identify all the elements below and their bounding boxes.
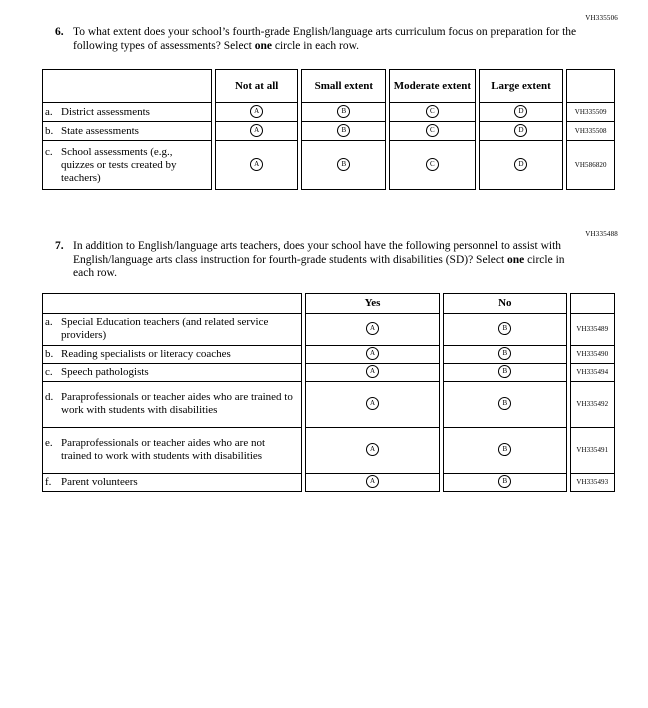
row-label: Paraprofessionals or teacher aides who are trained to work with students with disabilities: [61, 391, 293, 416]
q7-table: [39, 293, 618, 492]
option-cell: [215, 141, 299, 190]
question-7-text-after: circle in each row.: [73, 253, 565, 279]
q6-row-a: [42, 103, 615, 122]
answer-circle[interactable]: A: [366, 443, 379, 456]
option-cell-yes: [305, 382, 440, 428]
row-letter: a.: [45, 105, 53, 118]
option-cell-yes: [305, 364, 440, 382]
row-letter: c.: [45, 365, 53, 378]
row-code: VH335494: [570, 364, 615, 382]
answer-circle[interactable]: B: [498, 443, 511, 456]
row-code: VH335490: [570, 346, 615, 364]
option-cell-no: [443, 474, 567, 492]
option-cell: [215, 122, 299, 141]
row-label: District assessments: [61, 105, 150, 118]
q6-table: [39, 69, 618, 190]
answer-circle[interactable]: C: [426, 124, 439, 137]
question-7: [45, 230, 618, 492]
row-label-cell: [42, 346, 302, 364]
row-code: VH335509: [566, 103, 615, 122]
option-cell-no: [443, 382, 567, 428]
option-cell-no: [443, 346, 567, 364]
q6-row-b: [42, 122, 615, 141]
row-letter: e.: [45, 437, 53, 449]
option-cell: [215, 103, 299, 122]
row-label: Paraprofessionals or teacher aides who are not trained to work with students with disabilities: [61, 437, 266, 462]
q7-header-blank-cell: [42, 293, 302, 314]
q7-row-b: [42, 346, 615, 364]
q7-table-header-row: [42, 293, 615, 314]
row-label-cell: [42, 122, 212, 141]
option-cell-no: [443, 314, 567, 346]
answer-circle[interactable]: B: [498, 322, 511, 335]
row-label-cell: [42, 474, 302, 492]
option-cell-yes: [305, 346, 440, 364]
q6-header-blank-cell: [42, 69, 212, 103]
q6-header-not-at-all: Not at all: [215, 69, 299, 103]
question-6-text: [73, 26, 585, 53]
answer-circle[interactable]: B: [498, 397, 511, 410]
answer-circle[interactable]: B: [498, 365, 511, 378]
row-code: VH335493: [570, 474, 615, 492]
answer-circle[interactable]: B: [337, 105, 350, 118]
question-6: [45, 0, 618, 190]
row-code: VH586820: [566, 141, 615, 190]
row-label-cell: [42, 314, 302, 346]
row-code: VH335489: [570, 314, 615, 346]
answer-circle[interactable]: D: [514, 105, 527, 118]
answer-circle[interactable]: B: [337, 158, 350, 171]
question-6-text-after: circle in each row.: [271, 39, 360, 52]
question-7-number: 7.: [55, 240, 64, 252]
q7-header-code-cell: [570, 293, 615, 314]
q7-row-d: [42, 382, 615, 428]
question-7-header: [55, 240, 618, 281]
question-7-code: VH335488: [585, 230, 618, 238]
row-letter: d.: [45, 391, 54, 403]
option-cell: [479, 103, 564, 122]
question-6-text-before: To what extent does your school’s fourth-grade English/language arts curriculum focus on preparation for the following types of assessments? Select: [73, 26, 577, 52]
q7-row-a: [42, 314, 615, 346]
row-label: State assessments: [61, 124, 139, 137]
option-cell: [389, 141, 475, 190]
row-label-cell: [42, 382, 302, 428]
option-cell: [389, 103, 475, 122]
row-label: Special Education teachers (and related service providers): [61, 316, 269, 341]
row-letter: b.: [45, 347, 54, 360]
answer-circle[interactable]: D: [514, 124, 527, 137]
q6-header-small-extent: Small extent: [301, 69, 386, 103]
q6-row-c: [42, 141, 615, 190]
question-7-text: [73, 240, 585, 281]
option-cell: [301, 141, 386, 190]
q7-row-c: [42, 364, 615, 382]
answer-circle[interactable]: A: [250, 158, 263, 171]
option-cell: [479, 122, 564, 141]
q6-header-moderate-extent: Moderate extent: [389, 69, 475, 103]
row-label-cell: [42, 141, 212, 190]
option-cell-no: [443, 364, 567, 382]
question-6-number: 6.: [55, 26, 64, 38]
option-cell-yes: [305, 314, 440, 346]
row-label: School assessments (e.g., quizzes or tests created by teachers): [61, 145, 177, 184]
answer-circle[interactable]: A: [366, 397, 379, 410]
row-label-cell: [42, 428, 302, 474]
q6-header-code-cell: [566, 69, 615, 103]
answer-circle[interactable]: A: [250, 105, 263, 118]
answer-circle[interactable]: C: [426, 158, 439, 171]
question-6-header: [55, 26, 618, 53]
answer-circle[interactable]: A: [366, 347, 379, 360]
row-label: Parent volunteers: [61, 475, 138, 488]
answer-circle[interactable]: B: [498, 475, 511, 488]
row-letter: b.: [45, 124, 54, 137]
row-label-cell: [42, 103, 212, 122]
answer-circle[interactable]: A: [250, 124, 263, 137]
option-cell-yes: [305, 474, 440, 492]
option-cell: [479, 141, 564, 190]
answer-circle[interactable]: D: [514, 158, 527, 171]
answer-circle[interactable]: A: [366, 322, 379, 335]
row-letter: c.: [45, 145, 53, 158]
row-label-cell: [42, 364, 302, 382]
q7-row-f: [42, 474, 615, 492]
row-label: Reading specialists or literacy coaches: [61, 347, 231, 360]
question-7-bold-word: one: [507, 253, 525, 266]
row-code: VH335508: [566, 122, 615, 141]
question-6-code: VH335506: [585, 14, 618, 22]
option-cell-no: [443, 428, 567, 474]
answer-circle[interactable]: C: [426, 105, 439, 118]
q6-table-header-row: [42, 69, 615, 103]
question-7-text-before: In addition to English/language arts teachers, does your school have the following personnel to assist with English/language arts class instruction for fourth-grade students with disabilities (SD)? Select: [73, 240, 562, 266]
answer-circle[interactable]: A: [366, 365, 379, 378]
q7-header-yes: Yes: [305, 293, 440, 314]
row-letter: a.: [45, 316, 53, 328]
q6-header-large-extent: Large extent: [479, 69, 564, 103]
answer-circle[interactable]: B: [498, 347, 511, 360]
option-cell: [389, 122, 475, 141]
row-label: Speech pathologists: [61, 365, 149, 378]
option-cell: [301, 103, 386, 122]
q7-header-no: No: [443, 293, 567, 314]
row-code: VH335492: [570, 382, 615, 428]
answer-circle[interactable]: B: [337, 124, 350, 137]
row-code: VH335491: [570, 428, 615, 474]
option-cell-yes: [305, 428, 440, 474]
answer-circle[interactable]: A: [366, 475, 379, 488]
q7-row-e: [42, 428, 615, 474]
row-letter: f.: [45, 475, 52, 488]
question-6-bold-word: one: [254, 39, 272, 52]
option-cell: [301, 122, 386, 141]
